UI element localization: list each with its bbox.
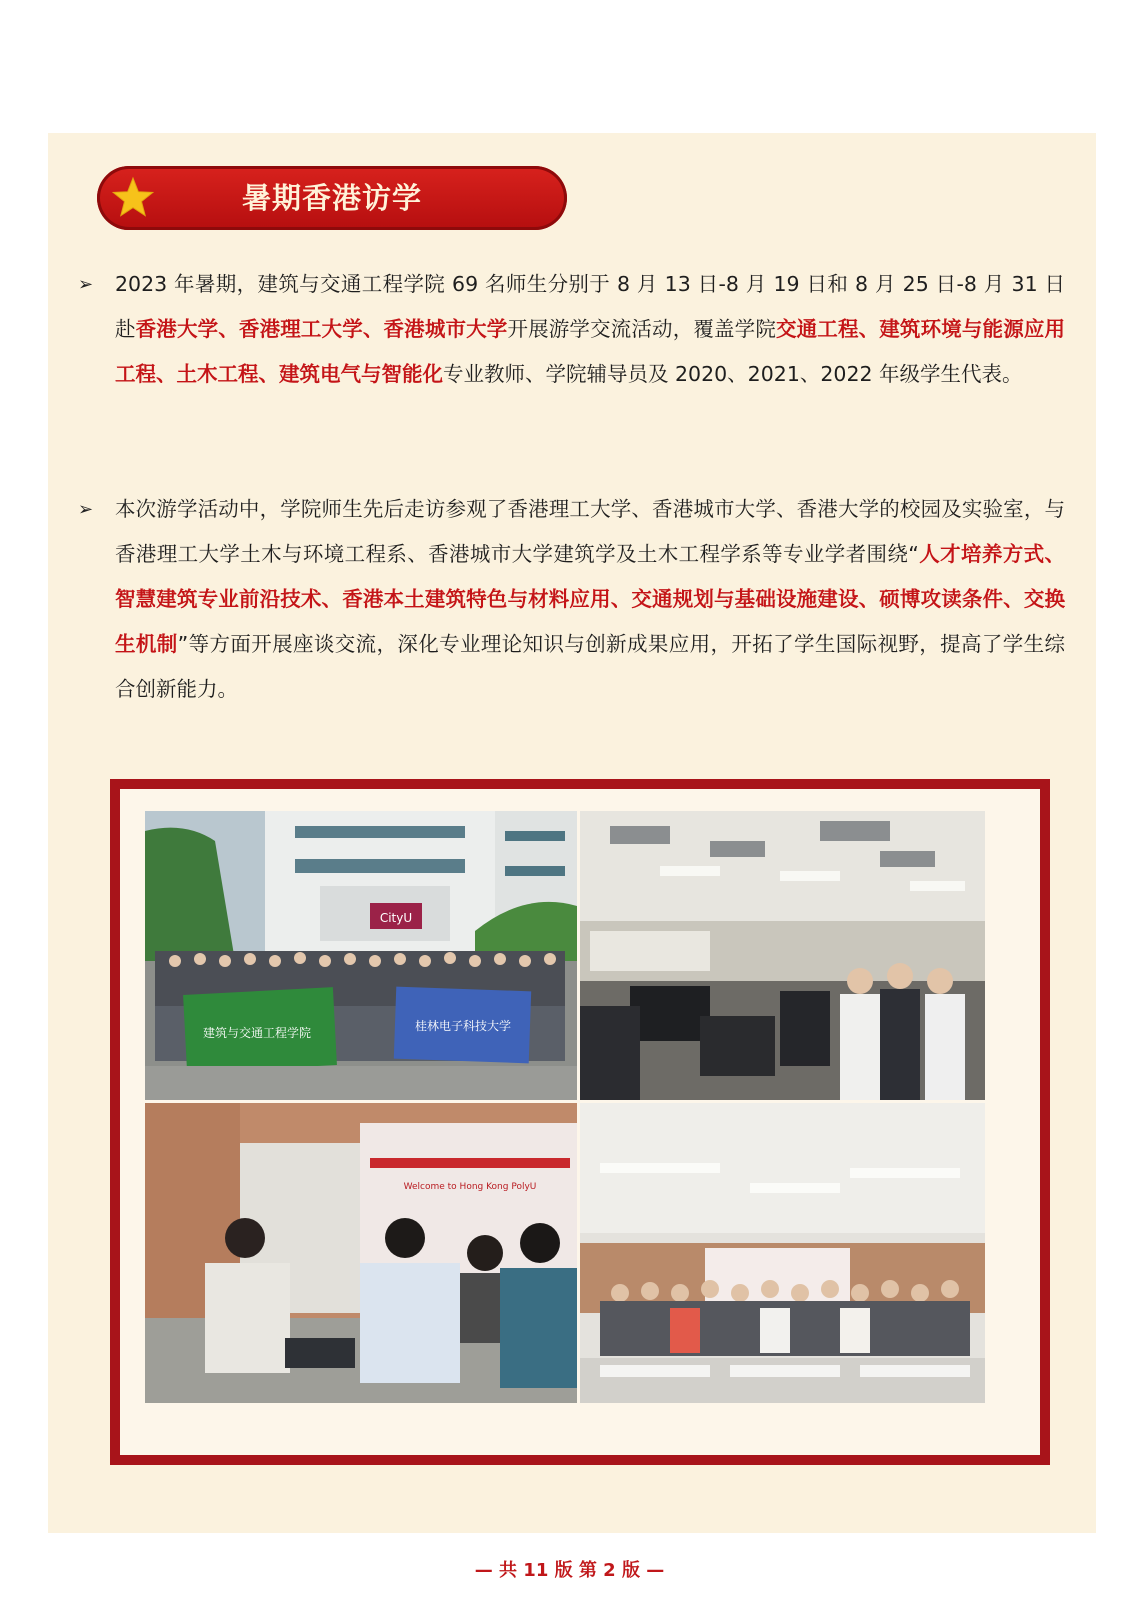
- section-title: 暑期香港访学: [242, 181, 423, 215]
- banner-green-text: 建筑与交通工程学院: [202, 1026, 312, 1040]
- cityu-sign: CityU: [379, 911, 413, 925]
- paragraph-1: 2023 年暑期，建筑与交通工程学院 69 名师生分别于 8 月 13 日-8 月 19 日和 8 月 25 日-8 月 31 日赴香港大学、香港理工大学、香港城市大学开展游学交流活动，覆盖学院交通工程、建筑环境与能源应用工程、土木工程、建筑电气与智能化专业教师、学院辅导员及 2020、2021、2022 年级学生代表。: [115, 272, 1066, 386]
- photo-computer-lab: [580, 811, 985, 1100]
- bullet-arrow-icon: ➢: [78, 499, 94, 520]
- screen-title: Welcome to Hong Kong PolyU: [403, 1182, 537, 1192]
- star-icon: [111, 175, 155, 219]
- bullet-arrow-icon: ➢: [78, 274, 94, 295]
- paragraph-2: 本次游学活动中，学院师生先后走访参观了香港理工大学、香港城市大学、香港大学的校园及实验室，与香港理工大学土木与环境工程系、香港城市大学建筑学及土木工程学系等专业学者围绕“人才培养方式、智慧建筑专业前沿技术、香港本土建筑特色与材料应用、交通规划与基础设施建设、硕博攻读条件、交换生机制”等方面开展座谈交流，深化专业理论知识与创新成果应用，开拓了学生国际视野，提高了学生综合创新能力。: [115, 497, 1065, 701]
- page-footer: — 共 11 版 第 2 版 —: [474, 1560, 665, 1581]
- photo-classroom-group: [580, 1103, 985, 1403]
- section-banner: [97, 166, 567, 230]
- photo-frame: [110, 779, 1050, 1465]
- photo-seminar: [145, 1103, 577, 1403]
- photo-group-campus: [145, 811, 577, 1100]
- banner-blue-text: 桂林电子科技大学: [414, 1019, 512, 1033]
